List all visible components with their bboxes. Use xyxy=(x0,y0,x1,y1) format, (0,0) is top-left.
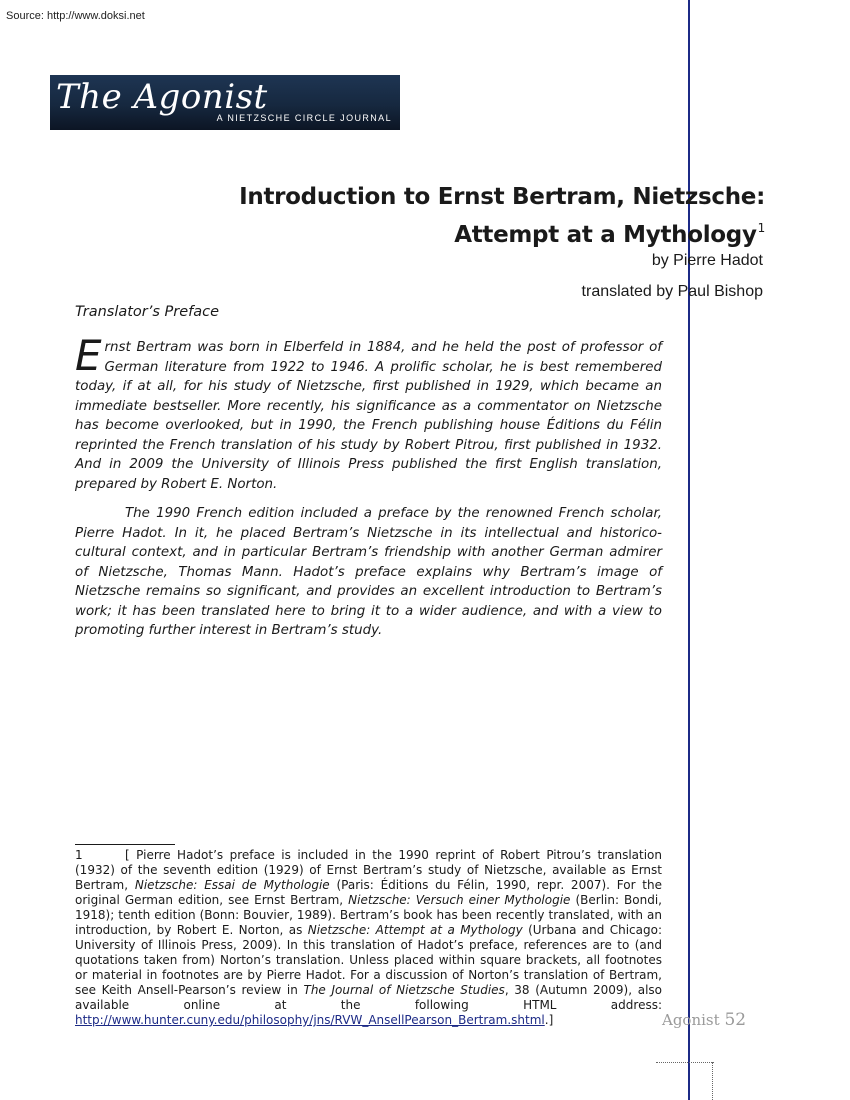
footnote-separator xyxy=(75,844,175,845)
footnote-text: , 38 (Autumn 2009), also available online at the following HTML address: xyxy=(75,983,662,1012)
footnote-citation-title: Nietzsche: Attempt at a Mythology xyxy=(307,923,523,937)
footnote-text: (Berlin: Bondi, 1918); tenth edition (Bonn: Bouvier, 1989). Bertram’s book has been recently translated, with an introduction, by Robert E. Norton, as xyxy=(75,893,663,937)
preface-paragraph-1 xyxy=(75,331,662,494)
footnote-citation-title: The Journal of Nietzsche Studies xyxy=(303,983,505,997)
article-title-line2: Attempt at a Mythology xyxy=(454,222,757,248)
author-byline: by Pierre Hadot xyxy=(651,252,763,269)
footnote-citation-title: Nietzsche: Versuch einer Mythologie xyxy=(348,893,571,907)
translator-byline: translated by Paul Bishop xyxy=(581,283,763,300)
source-url: Source: http://www.doksi.net xyxy=(6,10,145,22)
footnote-1 xyxy=(75,848,662,1028)
footnote-text: (Urbana and Chicago: University of Illinois Press, 2009). In this translation of Hadot’s preface, references are to (and quotations taken from) Norton’s translation. Unless placed within square brackets, all footnotes or material in footnotes are by Pierre Hadot. For a discussion of Norton’s translation of Bertram, see Keith Ansell-Pearson’s review in xyxy=(75,923,663,997)
footnote-text: .] xyxy=(544,1013,554,1027)
article-title xyxy=(239,182,765,251)
crop-mark-horizontal xyxy=(656,1062,714,1063)
title-footnote-ref[interactable]: 1 xyxy=(757,221,765,235)
section-heading: Translator’s Preface xyxy=(75,304,220,320)
footnote-number: 1 xyxy=(75,848,83,862)
footnote-text: (Paris: Éditions du Félin, 1990, repr. 2007). For the original German edition, see Ernst Bertram, xyxy=(75,878,663,907)
logo-subtitle: A NIETZSCHE CIRCLE JOURNAL xyxy=(216,113,392,123)
margin-rule xyxy=(688,0,690,1100)
article-title-line1: Introduction to Ernst Bertram, Nietzsche: xyxy=(239,184,765,210)
logo-title: The Agonist xyxy=(56,77,268,117)
page-number-value: 52 xyxy=(724,1010,747,1030)
page-number xyxy=(662,1010,746,1030)
journal-logo xyxy=(50,75,400,130)
page-journal-name: Agonist xyxy=(662,1011,720,1029)
crop-mark-vertical xyxy=(712,1062,713,1100)
footnote-text: [ Pierre Hadot’s preface is included in the 1990 reprint of Robert Pitrou’s translation (1932) of the seventh edition (1929) of Ernst Bertram’s study of Nietzsche, available as Ernst Bertram, xyxy=(75,848,662,892)
paragraph-1-text: rnst Bertram was born in Elberfeld in 1884, and he held the post of professor of German literature from 1922 to 1946. A prolific scholar, he is best remembered today, if at all, for his study of Nietzsche, first published in 1929, which became an immediate bestseller. More recently, his significance as a commentator on Nietzsche has become overlooked, but in 1990, the French publishing house Éditions du Félin reprinted the French translation of his study by Robert Pitrou, first published in 1932. And in 2009 the University of Illinois Press published the first English translation, prepared by Robert E. Norton. xyxy=(75,340,662,492)
footnote-citation-title: Nietzsche: Essai de Mythologie xyxy=(134,878,330,892)
drop-cap: E xyxy=(75,331,102,380)
preface-paragraph-2: The 1990 French edition included a preface by the renowned French scholar, Pierre Hadot. In it, he placed Bertram’s Nietzsche in its intellectual and historico-cultural context, and in particular Bertram’s friendship with another German admirer of Nietzsche, Thomas Mann. Hadot’s preface explains why Bertram’s image of Nietzsche remains so significant, and provides an excellent introduction to Bertram’s work; it has been translated here to bring it to a wider audience, and with a view to promoting further interest in Bertram’s study. xyxy=(75,506,662,638)
footnote-link[interactable]: http://www.hunter.cuny.edu/philosophy/jns/RVW_AnsellPearson_Bertram.shtml xyxy=(75,1013,545,1027)
